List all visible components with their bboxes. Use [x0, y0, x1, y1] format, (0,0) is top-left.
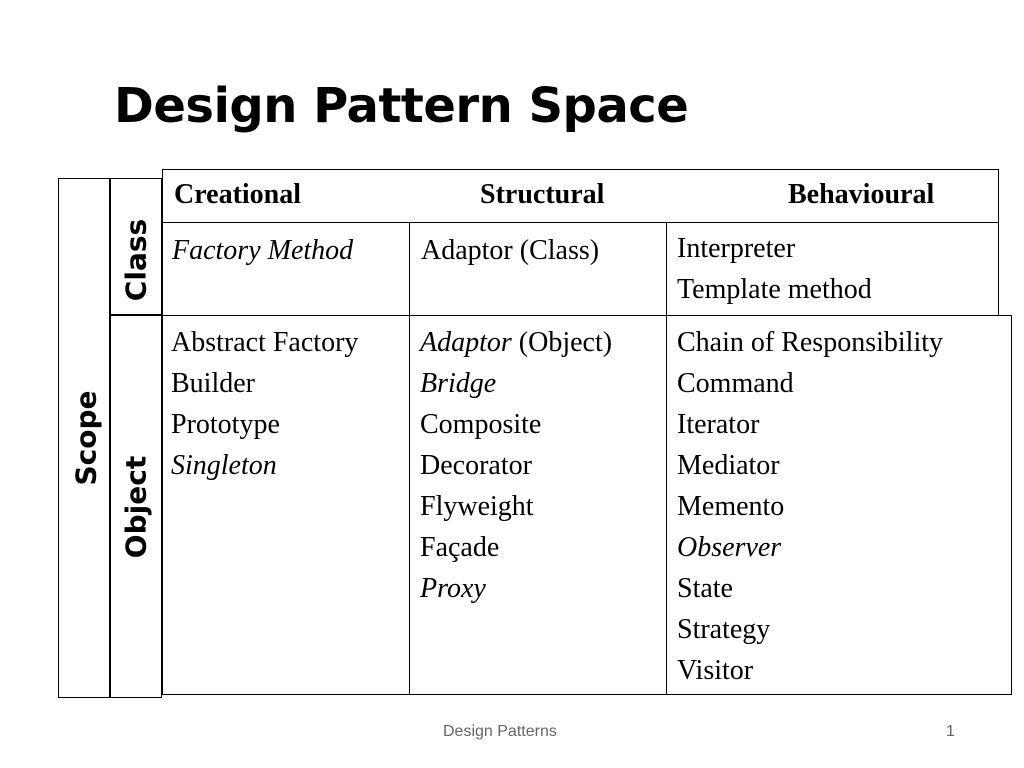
pattern-item [171, 445, 358, 486]
pattern-name: Decorator [420, 450, 532, 481]
pattern-name: Flyweight [420, 491, 534, 522]
object-row-label: Object [119, 455, 153, 559]
header-structural: Structural [480, 179, 605, 210]
pattern-name: Visitor [677, 655, 754, 686]
pattern-item [171, 363, 358, 404]
header-behavioural: Behavioural [788, 179, 935, 210]
pattern-item [420, 445, 612, 486]
object-behavioural-list [677, 322, 943, 691]
pattern-name: Proxy [420, 573, 486, 604]
pattern-item [420, 363, 612, 404]
pattern-item [677, 404, 943, 445]
pattern-item [420, 568, 612, 609]
class-creational-list [172, 230, 353, 271]
pattern-name: Command [677, 368, 794, 399]
pattern-name: Iterator [677, 409, 760, 440]
pattern-name: Observer [677, 532, 782, 563]
pattern-name: Template method [677, 274, 872, 305]
class-behavioural-list [677, 228, 872, 310]
slide-title: Design Pattern Space [114, 78, 689, 134]
pattern-name: Builder [171, 368, 255, 399]
pattern-name: Chain of Responsibility [677, 327, 943, 358]
object-creational-list [171, 322, 358, 486]
page-number: 1 [946, 723, 955, 740]
scope-label: Scope [69, 390, 103, 486]
pattern-item [677, 568, 943, 609]
pattern-name: Factory Method [172, 235, 354, 266]
pattern-name: Memento [677, 491, 785, 522]
pattern-item [420, 527, 612, 568]
pattern-name: Abstract Factory [171, 327, 359, 358]
pattern-name: Interpreter [677, 233, 796, 264]
pattern-item [677, 228, 872, 269]
pattern-name: Mediator [677, 450, 780, 481]
pattern-name: Bridge [420, 368, 497, 399]
pattern-name: Adaptor [420, 327, 512, 358]
pattern-item [420, 322, 612, 363]
pattern-item [171, 404, 358, 445]
pattern-name: State [677, 573, 733, 604]
pattern-item [677, 650, 943, 691]
pattern-item [420, 486, 612, 527]
pattern-item [421, 230, 599, 271]
pattern-name: Façade [420, 532, 500, 563]
header-creational: Creational [174, 179, 302, 210]
pattern-suffix: (Object) [511, 327, 613, 358]
pattern-item [677, 363, 943, 404]
pattern-item [172, 230, 353, 271]
pattern-name: Strategy [677, 614, 771, 645]
pattern-item [420, 404, 612, 445]
class-row-label: Class [119, 218, 153, 302]
class-structural-list [421, 230, 599, 271]
pattern-item [677, 445, 943, 486]
pattern-name: Composite [420, 409, 542, 440]
pattern-item [677, 486, 943, 527]
pattern-item [171, 322, 358, 363]
pattern-item [677, 609, 943, 650]
pattern-item [677, 527, 943, 568]
pattern-item [677, 269, 872, 310]
footer-text: Design Patterns [443, 723, 557, 740]
pattern-name: Singleton [171, 450, 277, 481]
pattern-name: Adaptor (Class) [421, 235, 600, 266]
pattern-item [677, 322, 943, 363]
pattern-name: Prototype [171, 409, 280, 440]
object-structural-list [420, 322, 612, 609]
